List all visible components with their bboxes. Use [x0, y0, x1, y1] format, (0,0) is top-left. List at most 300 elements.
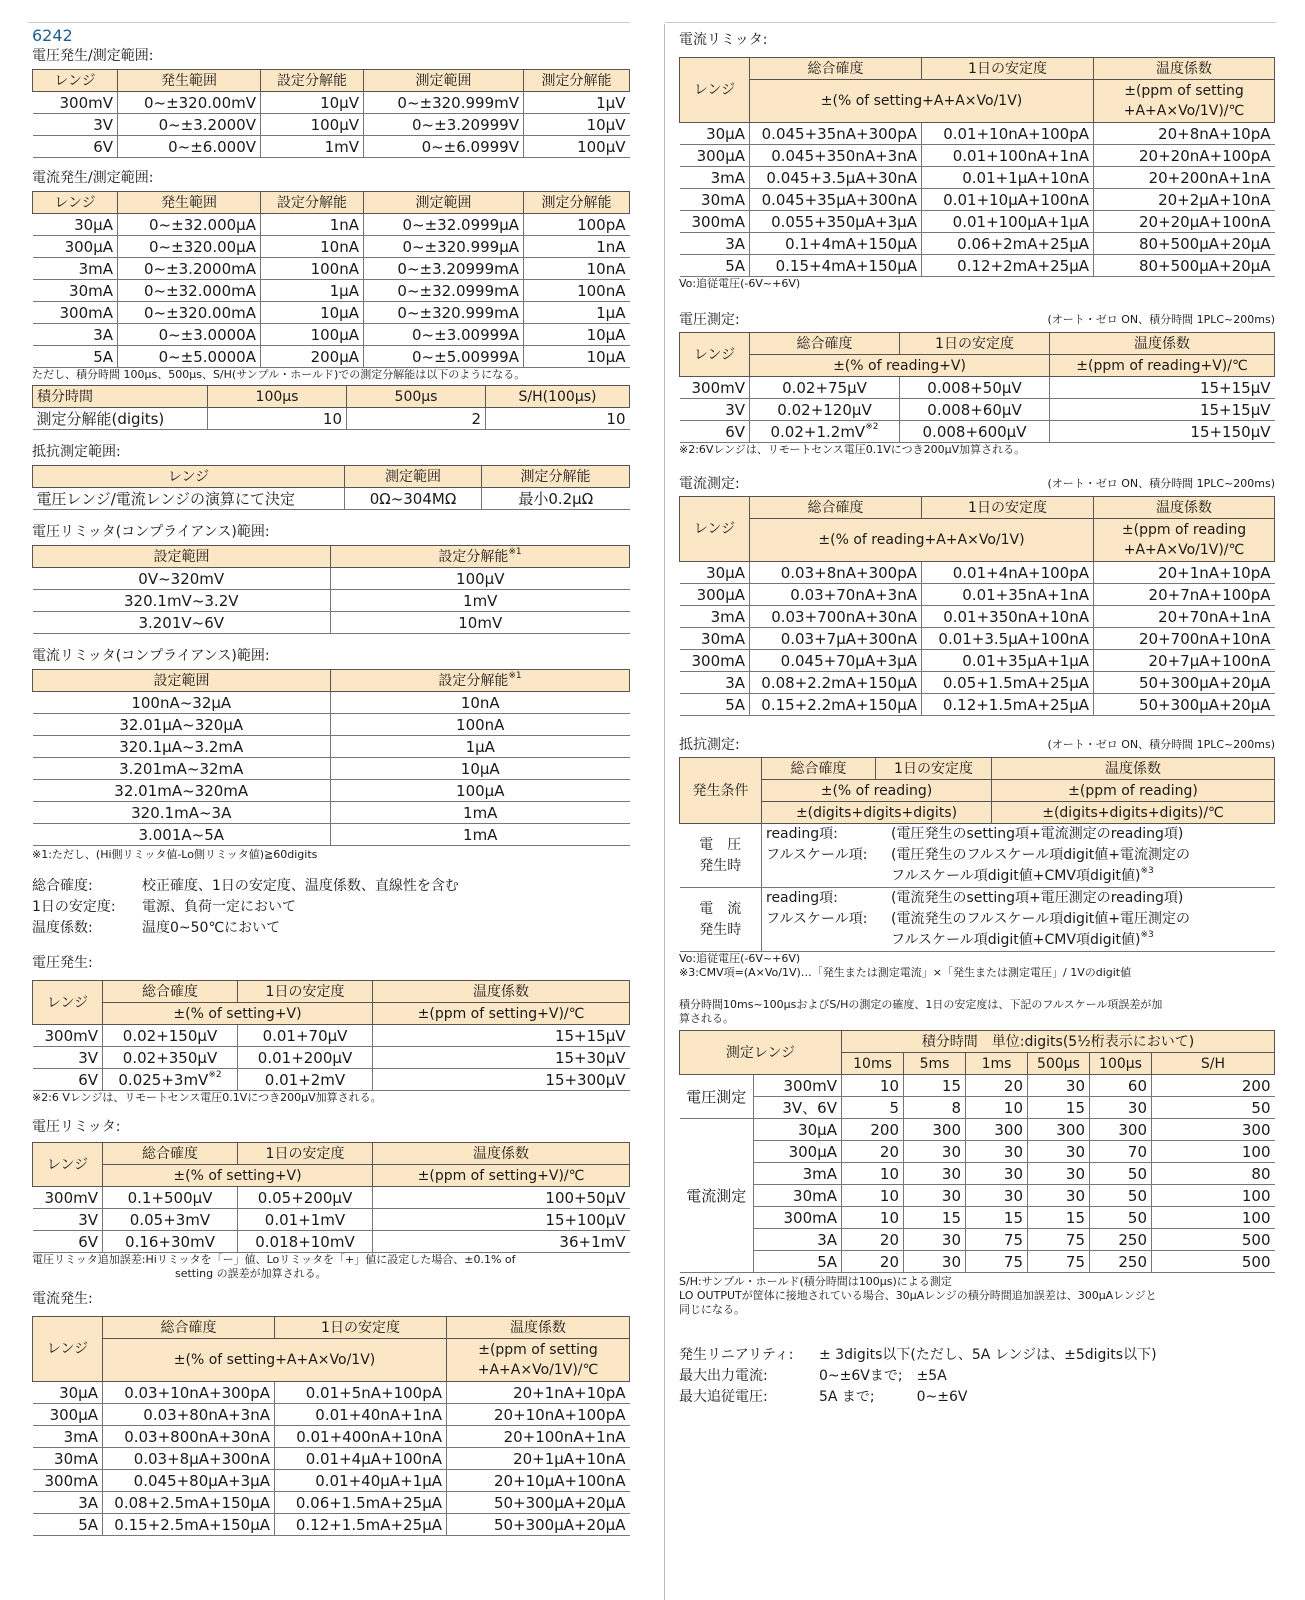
table-cell: 20+10nA+100pA — [447, 1404, 630, 1426]
table-cell: 0.05+3mV — [103, 1209, 238, 1231]
table-cell: 0~±320.999mV — [364, 92, 524, 114]
current-measure-accuracy-table: レンジ 総合確度 1日の安定度 温度係数 ±(% of reading+A+A×Vo/1V) ±(ppm of reading +A+A×Vo/1V)/℃ 30μA 0.03+8nA+300pA 0.01+4nA+100pA 20+1nA+10pA 300μA 0.03+70nA+3nA 0.01+35nA+1nA 20+7nA+100pA 3mA 0.03+700nA+30nA 0.01+350nA+10nA 20+70nA+1nA 30mA 0.03+7μA+300nA 0.01+3.5μA+100nA 20+700nA+10nA 300mA 0.045+70μA+3μA 0.01+35μA+1μA 20+7μA+100nA 3A 0.08+2.2mA+150μA 0.05+1.5mA+25μA 50+300μA+20μA 5A 0.15+2.2mA+150μA 0.12+1.5mA+25μA 50+300μA+20μA — [679, 496, 1275, 716]
table-cell: 30μA — [33, 1382, 103, 1404]
table-cell: 100μV — [524, 136, 630, 158]
table-cell: 10nA — [524, 258, 630, 280]
table-cell: 0.02+350μV — [103, 1047, 238, 1069]
table-row — [33, 758, 630, 780]
table-cell: 75 — [1028, 1229, 1090, 1251]
output-specs: 発生リニアリティ: ± 3digits以下(ただし、5A レンジは、±5digits以下) 最大出力電流: 0~±6Vまで; ±5A 最大追従電圧: 5A まで; 0~±6V — [679, 1347, 1157, 1405]
right-column — [679, 26, 1275, 1408]
table-cell: 0.01+10nA+100pA — [922, 123, 1094, 145]
footnote: ※3:CMV項=(A×Vo/1V)…「発生または測定電流」×「発生または測定電圧」/ 1Vのdigit値 — [679, 966, 1132, 979]
table-cell: 20+8nA+10pA — [1094, 123, 1275, 145]
section-title: 電流発生: — [32, 1291, 93, 1307]
table-row — [33, 324, 630, 346]
table-cell: 0.01+1mV — [238, 1209, 373, 1231]
table-cell: 0.01+40μA+1μA — [275, 1470, 447, 1492]
table-row — [680, 694, 1275, 716]
table-row — [680, 606, 1275, 628]
resistance-range-table — [32, 465, 630, 510]
table-cell: 30mA — [680, 628, 750, 650]
table-cell: 0.12+1.5mA+25μA — [275, 1514, 447, 1536]
table-cell: 30 — [904, 1141, 966, 1163]
table-cell: 300mV — [33, 1187, 103, 1209]
table-cell: 50+300μA+20μA — [447, 1514, 630, 1536]
footnote: ※2:6 Vレンジは、リモートセンス電圧0.1Vにつき200μV加算される。 — [32, 1091, 382, 1104]
table-cell: 15 — [1028, 1097, 1090, 1119]
table-cell: 3V — [33, 114, 118, 136]
table-cell: 1nA — [524, 236, 630, 258]
table-cell: 0~±32.0999μA — [364, 214, 524, 236]
table-cell: 0~±32.000mA — [118, 280, 261, 302]
table-cell: 0.16+30mV — [103, 1231, 238, 1253]
table-cell: 3mA — [680, 167, 750, 189]
table-row — [680, 584, 1275, 606]
table-cell: 300μA — [680, 584, 750, 606]
table-cell: 0.02+75μV — [750, 377, 900, 399]
table-cell: 300 — [904, 1119, 966, 1141]
table-cell: 0.045+3.5μA+30nA — [750, 167, 922, 189]
section-title: 電流リミッタ(コンプライアンス)範囲: — [32, 648, 270, 664]
table-cell: 20+2μA+10nA — [1094, 189, 1275, 211]
table-row — [680, 145, 1275, 167]
table-cell: 0.03+700nA+30nA — [750, 606, 922, 628]
table-row — [680, 1097, 1275, 1119]
footnote: setting の誤差が加算される。 — [175, 1267, 327, 1280]
section-title: 電流測定: — [679, 476, 740, 492]
table-cell: 10nA — [261, 236, 364, 258]
voltage-source-accuracy-table: レンジ 総合確度 1日の安定度 温度係数 ±(% of setting+V) ±(ppm of setting+V)/℃ 300mV 0.02+150μV 0.01+70μV 15+15μV 3V 0.02+350μV 0.01+200μV 15+30μV 6V $0.025+3mV^{※2}$ 0.01+2mV 15+300μV — [32, 980, 630, 1091]
section-title: 抵抗測定: — [679, 737, 740, 753]
table-cell: 15+150μV — [1050, 421, 1275, 443]
table-row — [680, 1119, 1275, 1141]
table-row — [680, 233, 1275, 255]
table-cell: 0.045+35μA+300nA — [750, 189, 922, 211]
table-cell: 15 — [966, 1207, 1028, 1229]
table-header: 設定範囲 設定分解能$^{※1}$ — [33, 670, 630, 692]
table-row — [680, 1163, 1275, 1185]
top-rule-right — [665, 22, 1276, 23]
table-cell: 3mA — [33, 258, 118, 280]
table-cell: 0.01+35μA+1μA — [922, 650, 1094, 672]
table-cell: 0.08+2.2mA+150μA — [750, 672, 922, 694]
condition-note: (オート・ゼロ ON、積分時間 1PLC~200ms) — [1047, 313, 1275, 326]
table-cell: 6V — [680, 421, 750, 443]
table-cell: 300μA — [754, 1141, 842, 1163]
section-title: 電圧測定: — [679, 312, 740, 328]
table-cell: 30 — [1028, 1185, 1090, 1207]
table-row — [680, 628, 1275, 650]
table-cell: 1μA — [524, 302, 630, 324]
table-cell: 75 — [966, 1229, 1028, 1251]
table-cell: 300 — [1152, 1119, 1275, 1141]
table-cell: 20+70nA+1nA — [1094, 606, 1275, 628]
table-cell: 30 — [966, 1141, 1028, 1163]
table-cell: 6V — [33, 136, 118, 158]
table-cell: 75 — [966, 1251, 1028, 1273]
current-range-table — [32, 191, 630, 368]
top-rule-left — [28, 22, 630, 23]
table-cell: 200μA — [261, 346, 364, 368]
section-title: 電圧発生: — [32, 955, 93, 971]
table-cell: 0~±32.000μA — [118, 214, 261, 236]
footnote: 同じになる。 — [679, 1303, 745, 1316]
footnote: 電圧リミッタ追加誤差:Hiリミッタを「ー」値、Loリミッタを「+」値に設定した場合、±0.1% of — [32, 1253, 516, 1266]
table-cell: 30 — [1028, 1163, 1090, 1185]
table-row — [680, 421, 1275, 443]
table-cell: 3A — [680, 233, 750, 255]
table-cell: 0~±6.000V — [118, 136, 261, 158]
condition-note: (オート・ゼロ ON、積分時間 1PLC~200ms) — [1047, 738, 1275, 751]
footnote: S/H:サンプル・ホールド(積分時間は100μs)による測定 — [679, 1275, 952, 1288]
table-cell: 50 — [1090, 1185, 1152, 1207]
table-cell: 0~±3.20999mA — [364, 258, 524, 280]
table-row — [33, 1231, 630, 1253]
table-cell: $0.02+1.2mV^{※2}$ — [750, 421, 900, 443]
table-cell: 0.01+1μA+10nA — [922, 167, 1094, 189]
table-cell: 0~±320.999μA — [364, 236, 524, 258]
table-cell: 20+200nA+1nA — [1094, 167, 1275, 189]
table-cell: 0.03+10nA+300pA — [103, 1382, 275, 1404]
table-row — [33, 1047, 630, 1069]
table-cell: 32.01mA~320mA — [33, 780, 331, 802]
table-cell: 0.055+350μA+3μA — [750, 211, 922, 233]
table-cell: 3A — [33, 1492, 103, 1514]
table-cell: 30mA — [33, 280, 118, 302]
table-header: 積分時間 100μs 500μs S/H(100μs) — [33, 386, 630, 408]
table-cell: $0.025+3mV^{※2}$ — [103, 1069, 238, 1091]
table-cell: 0.01+350nA+10nA — [922, 606, 1094, 628]
table-cell: 3V — [33, 1209, 103, 1231]
table-cell: 20 — [842, 1141, 904, 1163]
table-cell: 50+300μA+20μA — [447, 1492, 630, 1514]
footnote: LO OUTPUTが筐体に接地されている場合、30μAレンジの積分時間追加誤差は、300μAレンジと — [679, 1289, 1157, 1302]
section-header — [679, 471, 1275, 494]
table-cell: 100nA — [331, 714, 630, 736]
table-cell: 300μA — [680, 145, 750, 167]
table-cell: 30 — [966, 1163, 1028, 1185]
group-label: 電流測定 — [680, 1119, 754, 1273]
table-row — [33, 736, 630, 758]
table-cell: 1μA — [331, 736, 630, 758]
table-cell: 0.01+100nA+1nA — [922, 145, 1094, 167]
table-cell: 80+500μA+20μA — [1094, 233, 1275, 255]
footnote: ※1:ただし、(Hi側リミッタ値-Lo側リミッタ値)≧60digits — [32, 848, 318, 861]
table-cell: 50+300μA+20μA — [1094, 672, 1275, 694]
table-cell: 300 — [966, 1119, 1028, 1141]
table-cell: 10μA — [331, 758, 630, 780]
table-cell: 0.01+10μA+100nA — [922, 189, 1094, 211]
table-cell: 1μA — [261, 280, 364, 302]
table-cell: 50 — [1090, 1163, 1152, 1185]
table-cell: 3A — [33, 324, 118, 346]
left-column — [32, 26, 630, 1536]
current-limiter-range-table — [32, 669, 630, 846]
table-cell: 1nA — [261, 214, 364, 236]
table-cell: 10μA — [524, 346, 630, 368]
table-cell: 50+300μA+20μA — [1094, 694, 1275, 716]
table-cell: 15+15μV — [1050, 377, 1275, 399]
table-cell: 0.03+80nA+3nA — [103, 1404, 275, 1426]
table-cell: 0~±320.00μA — [118, 236, 261, 258]
table-cell: 3mA — [33, 1426, 103, 1448]
table-cell: 300μA — [33, 1404, 103, 1426]
table-cell: 0.05+1.5mA+25μA — [922, 672, 1094, 694]
table-cell: 30 — [1028, 1141, 1090, 1163]
section-header — [679, 307, 1275, 330]
table-cell: 0V~320mV — [33, 568, 331, 590]
table-row — [680, 1251, 1275, 1273]
table-cell: 0.01+3.5μA+100nA — [922, 628, 1094, 650]
footnote: Vo:追従電圧(-6V~+6V) — [679, 277, 801, 290]
table-row — [33, 92, 630, 114]
table-cell: 0.01+70μV — [238, 1025, 373, 1047]
table-cell: 10μV — [524, 114, 630, 136]
voltage-limiter-range-table — [32, 545, 630, 634]
table-cell: 0.02+150μV — [103, 1025, 238, 1047]
table-cell: 0.06+1.5mA+25μA — [275, 1492, 447, 1514]
table-row — [680, 377, 1275, 399]
table-row — [33, 714, 630, 736]
table-row — [680, 672, 1275, 694]
voltage-limiter-accuracy-table: レンジ 総合確度 1日の安定度 温度係数 ±(% of setting+V) ±(ppm of setting+V)/℃ 300mV 0.1+500μV 0.05+200μV 100+50μV 3V 0.05+3mV 0.01+1mV 15+100μV 6V 0.16+30mV 0.018+10mV 36+1mV — [32, 1142, 630, 1253]
footnote: 積分時間10ms~100μsおよびS/Hの測定の確度、1日の安定度は、下記のフルスケール項誤差が加 — [679, 998, 1163, 1011]
table-cell: 3V — [33, 1047, 103, 1069]
table-header: レンジ 測定範囲 測定分解能 — [33, 466, 630, 488]
table-cell: 100 — [1152, 1207, 1275, 1229]
table-cell: 0.045+35nA+300pA — [750, 123, 922, 145]
table-row — [680, 562, 1275, 584]
table-cell: 15 — [904, 1207, 966, 1229]
table-cell: 3.001A~5A — [33, 824, 331, 846]
table-cell: 0.01+5nA+100pA — [275, 1382, 447, 1404]
section-title: 電圧リミッタ(コンプライアンス)範囲: — [32, 524, 270, 540]
table-cell: 70 — [1090, 1141, 1152, 1163]
table-cell: 36+1mV — [373, 1231, 630, 1253]
table-cell: 300mV — [680, 377, 750, 399]
table-cell: 20+7nA+100pA — [1094, 584, 1275, 606]
table-cell: 5A — [33, 1514, 103, 1536]
table-cell: 0~±320.00mV — [118, 92, 261, 114]
table-cell: 0~±5.0000A — [118, 346, 261, 368]
current-source-accuracy-table: レンジ 総合確度 1日の安定度 温度係数 ±(% of setting+A+A×Vo/1V) ±(ppm of setting +A+A×Vo/1V)/℃ 30μA 0.03+10nA+300pA 0.01+5nA+100pA 20+1nA+10pA 300μA 0.03+80nA+3nA 0.01+40nA+1nA 20+10nA+100pA 3mA 0.03+800nA+30nA 0.01+400nA+10nA 20+100nA+1nA 30mA 0.03+8μA+300nA 0.01+4μA+100nA 20+1μA+10nA 300mA 0.045+80μA+3μA 0.01+40μA+1μA 20+10μA+100nA 3A 0.08+2.5mA+150μA 0.06+1.5mA+25μA 50+300μA+20μA 5A 0.15+2.5mA+150μA 0.12+1.5mA+25μA 50+300μA+20μA — [32, 1316, 630, 1536]
table-cell: 20 — [842, 1251, 904, 1273]
table-row — [33, 1187, 630, 1209]
table-row — [33, 1069, 630, 1091]
table-row — [33, 280, 630, 302]
table-row — [33, 1426, 630, 1448]
table-cell: 0.1+500μV — [103, 1187, 238, 1209]
table-cell: 15+30μV — [373, 1047, 630, 1069]
table-row — [680, 650, 1275, 672]
table-cell: 10mV — [331, 612, 630, 634]
table-cell: 15+15μV — [1050, 399, 1275, 421]
table-cell: 0.03+8nA+300pA — [750, 562, 922, 584]
table-cell: 0.01+4nA+100pA — [922, 562, 1094, 584]
table-cell: 0.018+10mV — [238, 1231, 373, 1253]
table-header: レンジ 発生範囲 設定分解能 測定範囲 測定分解能 — [33, 192, 630, 214]
table-cell: 0.15+2.5mA+150μA — [103, 1514, 275, 1536]
table-cell: 30 — [1090, 1097, 1152, 1119]
table-cell: 0.045+350nA+3nA — [750, 145, 922, 167]
table-cell: 3V — [680, 399, 750, 421]
table-cell: 10μA — [524, 324, 630, 346]
table-cell: 1mA — [331, 802, 630, 824]
table-cell: 5A — [754, 1251, 842, 1273]
table-cell: 100μA — [261, 324, 364, 346]
table-cell: 30μA — [680, 562, 750, 584]
table-cell: 100 — [1152, 1141, 1275, 1163]
table-cell: 320.1mA~3A — [33, 802, 331, 824]
table-cell: 10 — [842, 1163, 904, 1185]
table-cell: 0~±320.00mA — [118, 302, 261, 324]
table-cell: 0.01+4μA+100nA — [275, 1448, 447, 1470]
table-cell: 300mV — [33, 1025, 103, 1047]
table-cell: 15 — [904, 1075, 966, 1097]
table-cell: 0.01+35nA+1nA — [922, 584, 1094, 606]
integration-table — [32, 385, 630, 430]
footnote: Vo:追従電圧(-6V~+6V) — [679, 952, 801, 965]
table-cell: 10 — [966, 1097, 1028, 1119]
table-cell: 100pA — [524, 214, 630, 236]
table-cell: 30 — [1028, 1075, 1090, 1097]
table-cell: 0~±3.2000V — [118, 114, 261, 136]
table-cell: 0.008+50μV — [900, 377, 1050, 399]
table-cell: 6V — [33, 1069, 103, 1091]
table-cell: 0.15+4mA+150μA — [750, 255, 922, 277]
definitions: 総合確度: 校正確度、1日の安定度、温度係数、直線性を含む 1日の安定度: 電源、負荷一定において 温度係数: 温度0~50℃において — [32, 878, 459, 936]
table-row — [33, 302, 630, 324]
table-cell: 100nA — [261, 258, 364, 280]
table-cell: 0~±32.0999mA — [364, 280, 524, 302]
table-cell: 3.201mA~32mA — [33, 758, 331, 780]
table-cell: 20+20μA+100nA — [1094, 211, 1275, 233]
table-cell: 0~±3.00999A — [364, 324, 524, 346]
footnote: ただし、積分時間 100μs、500μs、S/H(サンプル・ホールド)での測定分解能は以下のようになる。 — [32, 368, 526, 381]
table-row — [33, 590, 630, 612]
table-cell: 60 — [1090, 1075, 1152, 1097]
table-cell: 200 — [842, 1119, 904, 1141]
table-cell: 250 — [1090, 1251, 1152, 1273]
table-cell: 0~±3.20999V — [364, 114, 524, 136]
table-cell: 0.08+2.5mA+150μA — [103, 1492, 275, 1514]
table-cell: 30 — [904, 1229, 966, 1251]
table-cell: 15 — [1028, 1207, 1090, 1229]
table-cell: 0.01+2mV — [238, 1069, 373, 1091]
group-label: 電圧測定 — [680, 1075, 754, 1119]
table-cell: 300mA — [754, 1207, 842, 1229]
table-row — [33, 346, 630, 368]
table-cell: 250 — [1090, 1229, 1152, 1251]
table-cell: 10μV — [261, 92, 364, 114]
table-cell: 8 — [904, 1097, 966, 1119]
table-row: 電 圧 発生時 reading項: (電圧発生のsetting項+電流測定のreading項) フルスケール項: (電圧発生のフルスケール項digit値+電流測定の フルスケール項digit値+CMV項digit値)$^{※3}$ — [680, 824, 1275, 888]
table-row — [33, 1492, 630, 1514]
table-cell: 20+1nA+10pA — [447, 1382, 630, 1404]
table-cell: 3mA — [680, 606, 750, 628]
table-cell: 0~±3.0000A — [118, 324, 261, 346]
table-row — [33, 1448, 630, 1470]
table-cell: 0.15+2.2mA+150μA — [750, 694, 922, 716]
table-row — [33, 1404, 630, 1426]
table-row: 測定分解能(digits) 10 2 10 — [33, 408, 630, 430]
table-cell: 3V、6V — [754, 1097, 842, 1119]
table-row — [33, 1025, 630, 1047]
table-cell: 5A — [680, 255, 750, 277]
table-cell: 20+10μA+100nA — [447, 1470, 630, 1492]
table-header: 設定範囲 設定分解能$^{※1}$ — [33, 546, 630, 568]
table-cell: 0.03+8μA+300nA — [103, 1448, 275, 1470]
table-cell: 0.01+100μA+1μA — [922, 211, 1094, 233]
table-cell: 300 — [1090, 1119, 1152, 1141]
table-cell: 15+300μV — [373, 1069, 630, 1091]
table-row — [33, 258, 630, 280]
table-cell: 300μA — [33, 236, 118, 258]
table-cell: 100μA — [331, 780, 630, 802]
table-row — [33, 780, 630, 802]
table-cell: 0.06+2mA+25μA — [922, 233, 1094, 255]
model-number: 6242 — [32, 26, 73, 45]
table-cell: 0.045+80μA+3μA — [103, 1470, 275, 1492]
table-row — [33, 692, 630, 714]
table-row — [33, 1382, 630, 1404]
table-cell: 20+100nA+1nA — [447, 1426, 630, 1448]
voltage-measure-accuracy-table: レンジ 総合確度 1日の安定度 温度係数 ±(% of reading+V) ±(ppm of reading+V)/℃ 300mV 0.02+75μV 0.008+50μV 15+15μV 3V 0.02+120μV 0.008+60μV 15+15μV 6V $0.02+1.2mV^{※2}$ 0.008+600μV 15+150μV — [679, 332, 1275, 443]
condition-note: (オート・ゼロ ON、積分時間 1PLC~200ms) — [1047, 477, 1275, 490]
section-title: 電圧リミッタ: — [32, 1119, 121, 1135]
column-divider — [664, 24, 665, 1600]
table-row: 電 流 発生時 reading項: (電流発生のsetting項+電圧測定のreading項) フルスケール項: (電流発生のフルスケール項digit値+電圧測定の フルスケール項digit値+CMV項digit値)$^{※3}$ — [680, 888, 1275, 952]
table-row — [680, 167, 1275, 189]
table-cell: 30mA — [680, 189, 750, 211]
table-cell: 30μA — [680, 123, 750, 145]
table-cell: 0.008+60μV — [900, 399, 1050, 421]
table-cell: 0.02+120μV — [750, 399, 900, 421]
table-cell: 0.008+600μV — [900, 421, 1050, 443]
table-row — [680, 123, 1275, 145]
table-cell: 300 — [1028, 1119, 1090, 1141]
table-cell: 32.01μA~320μA — [33, 714, 331, 736]
table-cell: 30mA — [33, 1448, 103, 1470]
full-scale-error-table: 測定レンジ 積分時間 単位:digits(5½桁表示において) 10ms 5ms 1ms 500μs 100μs S/H 電圧測定 300mV 10 15 20 30 60 200 3V、6V 5 8 10 15 30 50 電流測定 30μA 200 300 300 300 300 300 300μA 20 30 30 30 70 100 3mA 10 30 30 30 50 80 30mA 10 30 30 30 50 100 300mA 10 15 15 15 50 100 3A 20 30 75 75 250 500 5A 20 30 75 75 250 500 — [679, 1030, 1275, 1273]
table-cell: 0~±5.00999A — [364, 346, 524, 368]
table-cell: 300mV — [754, 1075, 842, 1097]
table-cell: 20 — [842, 1229, 904, 1251]
table-cell: 1mV — [261, 136, 364, 158]
table-cell: 75 — [1028, 1251, 1090, 1273]
footnote: ※2:6Vレンジは、リモートセンス電圧0.1Vにつき200μV加算される。 — [679, 443, 1026, 456]
table-cell: 0~±6.0999V — [364, 136, 524, 158]
table-cell: 3A — [680, 672, 750, 694]
table-cell: 300mA — [33, 1470, 103, 1492]
table-cell: 20+7μA+100nA — [1094, 650, 1275, 672]
table-cell: 50 — [1090, 1207, 1152, 1229]
table-row — [33, 568, 630, 590]
table-cell: 0.03+800nA+30nA — [103, 1426, 275, 1448]
table-cell: 100+50μV — [373, 1187, 630, 1209]
table-row — [33, 824, 630, 846]
table-cell: 50 — [1152, 1097, 1275, 1119]
table-row — [680, 1141, 1275, 1163]
table-cell: 30μA — [33, 214, 118, 236]
table-cell: 0.12+1.5mA+25μA — [922, 694, 1094, 716]
table-row — [680, 399, 1275, 421]
table-row — [33, 1514, 630, 1536]
table-cell: 0.01+400nA+10nA — [275, 1426, 447, 1448]
table-cell: 3mA — [754, 1163, 842, 1185]
table-cell: 0~±320.999mA — [364, 302, 524, 324]
